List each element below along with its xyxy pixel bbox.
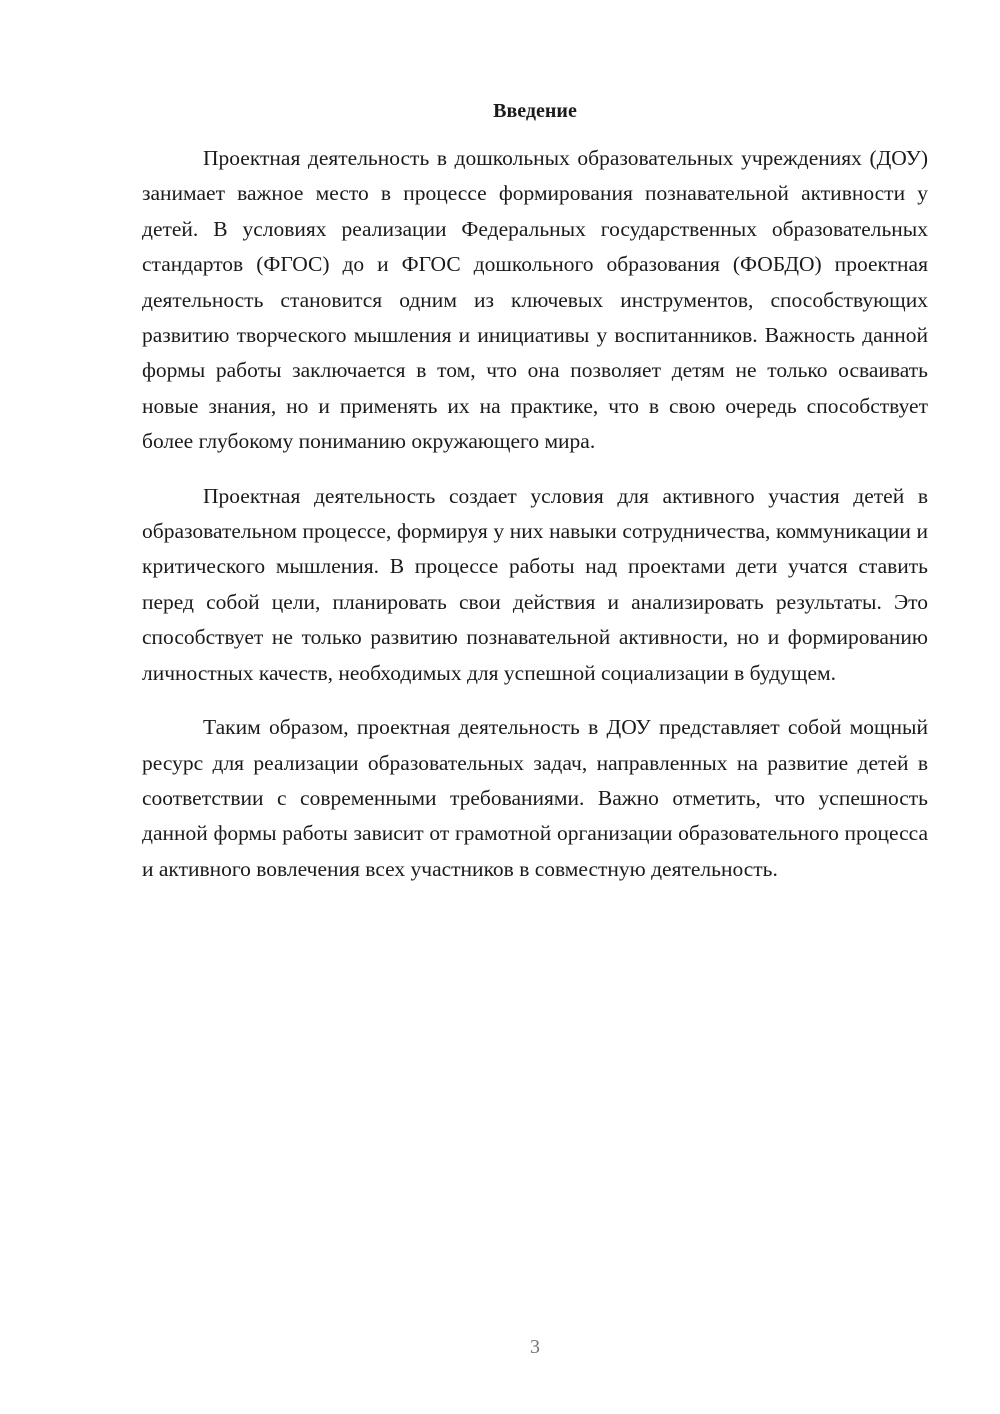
body-text (142, 141, 928, 887)
section-title: Введение (493, 100, 577, 122)
paragraph-2: Проектная деятельность создает условия для активного участия детей в образовательном процессе, формируя у них навыки сотрудничества, коммуникации и критического мышления. В процессе работы над проектами дети учатся ставить перед собой цели, планировать свои действия и анализировать результаты. Это способствует не только развитию познавательной активности, но и формированию личностных качеств, необходимых для успешной социализации в будущем. (142, 483, 928, 685)
paragraph-3: Таким образом, проектная деятельность в ДОУ представляет собой мощный ресурс для реализации образовательных задач, направленных на развитие детей в соответствии с современными требованиями. Важно отметить, что успешность данной формы работы зависит от грамотной организации образовательного процесса и активного вовлечения всех участников в совместную деятельность. (142, 715, 928, 881)
paragraph-1: Проектная деятельность в дошкольных образовательных учреждениях (ДОУ) занимает важное место в процессе формирования познавательной активности у детей. В условиях реализации Федеральных государственных образовательных стандартов (ФГОС) до и ФГОС дошкольного образования (ФОБДО) проектная деятельность становится одним из ключевых инструментов, способствующих развитию творческого мышления и инициативы у воспитанников. Важность данной формы работы заключается в том, что она позволяет детям не только осваивать новые знания, но и применять их на практике, что в свою очередь способствует более глубокому пониманию окружающего мира. (142, 146, 928, 454)
page-number: 3 (530, 1336, 540, 1358)
